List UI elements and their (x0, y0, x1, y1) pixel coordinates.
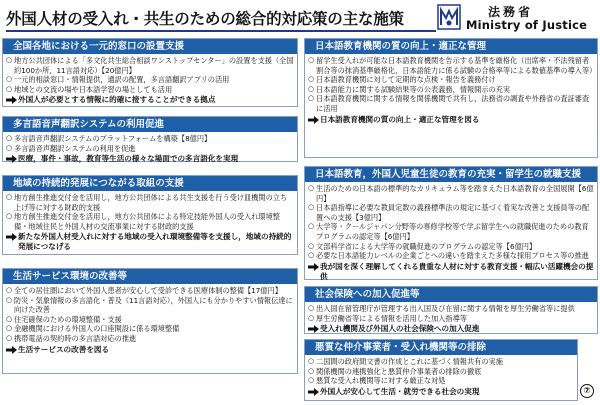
list-item: ○ 二国間の政府間文書の作成とこれに基づく情報共有の実施 (308, 357, 574, 367)
result-text: 新たな外国人材受入れに対する地域の受入れ環境整備等を支援し，地域の持続的発展につなげる (18, 232, 292, 252)
list-item: ○ 一元的相談窓口・情報提供，通訳の配置，多言語翻訳アプリの活用 (6, 75, 294, 85)
list-item: ○ 厚生労働省等による情報を活用した加入指導等 (308, 314, 594, 324)
list-item: ○ 日本語教育機関に対して定期的な点検・報告を義務付け (308, 75, 594, 85)
list-item: ○ 悪質な受入れ機関等に対する厳正な対処 (308, 376, 574, 386)
result-line (308, 115, 594, 125)
panel-title: 日本語教育，外国人児童生徒の教育の充実・留学生の就職支援 (305, 167, 597, 182)
panel-title: 全国各地における一元的窓口の設置支援 (3, 39, 297, 54)
panel-japanese-school-quality (304, 38, 598, 158)
list-item: ○ 地方創生推進交付金を活用し，地方公共団体による共生支援を行う受け皿機関の立ち上げ等に対する財政的支援 (6, 193, 294, 212)
page-title: 外国人材の受入れ・共生のための総合的対応策の主な施策 (6, 10, 404, 28)
page-number: ⑦ (580, 384, 594, 398)
panel-title: 社会保険への加入促進等 (305, 287, 597, 302)
ministry-logo-icon (437, 3, 461, 31)
result-line (308, 324, 594, 334)
panel-broker-exclusion (304, 339, 578, 401)
list-item: ○ 留学生受入れが可能な日本語教育機関を告示する基準を厳格化（出席率・不法残留者割合等の抹消基準厳格化，日本語能力に係る試験の合格率等による数値基準の導入等） (308, 56, 594, 75)
panel-regional-development (2, 175, 298, 255)
result-text: 生活サービスの改善を図る (18, 344, 110, 354)
list-item: ○ 必要な日本語能力レベルの企業ごとへの違いを踏まえた多様な採用プロセス等の推進 (308, 251, 594, 261)
list-item: ○ 金融機関における外国人の口座開設に係る環境整備 (6, 324, 294, 334)
list-item: ○ 地方創生推進交付金を活用し，地方公共団体による特定技能外国人の受入れ環境整備・地域住民と外国人材の交流事業に対する財政的支援 (6, 212, 294, 231)
list-item: ○ 全ての居住圏において外国人患者が安心して受診できる医療体制の整備【17億円】 (6, 286, 294, 296)
title-underline (6, 30, 436, 32)
result-text: 我が国を深く理解してくれる貴重な人材に対する教育支援・幅広い活躍機会の提供 (320, 261, 594, 281)
panel-translation-system (2, 116, 298, 162)
result-line (6, 95, 294, 105)
list-item: ○ 出入国在留管理庁が管理する出入国及び在留に関する情報を厚生労働省等に提供 (308, 304, 594, 314)
arrow-right-icon (308, 116, 319, 124)
panel-title: 悪質な仲介事業者・受入れ機関等の排除 (305, 340, 577, 355)
arrow-right-icon (6, 346, 17, 354)
ministry-name-jp: 法務省 (488, 5, 534, 19)
arrow-right-icon (308, 263, 319, 271)
arrow-right-icon (6, 155, 17, 163)
arrow-right-icon (308, 325, 319, 333)
panel-title: 日本語教育機関の質の向上・適正な管理 (305, 39, 597, 54)
list-item: ○ 関係機関の連携強化と悪質仲介事業者の排除の徹底 (308, 367, 574, 377)
panel-title: 生活サービス環境の改善等 (3, 269, 297, 284)
list-item: ○ 日本語指導に必要な教員定数の義務標準法の規定に基づく着実な改善と支援員等の配置への支援【3億円】 (308, 203, 594, 222)
result-text: 医療，事件・事故，教育等生活の様々な場面での多言語化を実現 (18, 154, 239, 164)
result-line (6, 345, 294, 355)
list-item: ○ 多言語音声翻訳システムの利用を促進 (6, 144, 294, 154)
page-header (0, 0, 600, 36)
result-text: 受入れ機関及び外国人の社会保険への加入促進 (320, 324, 480, 334)
result-line (6, 232, 294, 252)
ministry-name-en: Ministry of Justice (466, 18, 588, 32)
panel-social-insurance (304, 286, 598, 334)
list-item: ○ 地方公共団体による「多文化共生総合相談ワンストップセンター」の設置を支援（全国約100か所，11言語対応）【20億円】 (6, 56, 294, 75)
list-item: ○ 多言語音声翻訳システムのプラットフォームを構築【8億円】 (6, 134, 294, 144)
panel-title: 地域の持続的発展につながる取組の支援 (3, 176, 297, 191)
panel-one-stop-center (2, 38, 298, 107)
list-item: ○ 生活のための日本語の標準的なカリキュラム等を踏まえた日本語教育の全国展開【6億円】 (308, 184, 594, 203)
arrow-right-icon (308, 388, 319, 396)
result-text: 日本語教育機関の質の向上・適正な管理を図る (320, 114, 480, 124)
list-item: ○ 日本語能力に関する試験結果等の公表義務，情報開示の充実 (308, 85, 594, 95)
arrow-right-icon (6, 96, 17, 104)
panel-living-services (2, 268, 298, 374)
list-item: ○ 住宅確保のための環境整備・支援 (6, 315, 294, 325)
result-text: 外国人が必要とする情報に的確に接することができる拠点 (18, 95, 216, 105)
list-item: ○ 日本語教育機関に関する情報を関係機関で共有し，法務省の調査や外務省の査証審査に活用 (308, 94, 594, 113)
panel-education-employment (304, 166, 598, 280)
panel-title: 多言語音声翻訳システムの利用促進 (3, 117, 297, 132)
list-item: ○ 地域との交流の場や日本語学習の場としても活用 (6, 85, 294, 95)
list-item: ○ 携帯電話の契約時の多言語対応の推進 (6, 334, 294, 344)
arrow-right-icon (6, 233, 17, 241)
list-item: ○ 大学等・クールジャパン分野等の専修学校等で学ぶ留学生への就職促進のための教育プログラムの認定等【6億円】 (308, 222, 594, 241)
result-line (6, 154, 294, 164)
list-item: ○ 文部科学省による大学等の就職促進のプログラムの認定等【6億円】 (308, 242, 594, 252)
result-line (308, 262, 594, 282)
result-line (308, 387, 574, 397)
result-text: 外国人が安心して生活・就労できる社会の実現 (320, 386, 480, 396)
list-item: ○ 防災・気象情報の多言語化・普及（11言語対応），外国人にも分かりやすい情報伝達に向けた改善 (6, 296, 294, 315)
